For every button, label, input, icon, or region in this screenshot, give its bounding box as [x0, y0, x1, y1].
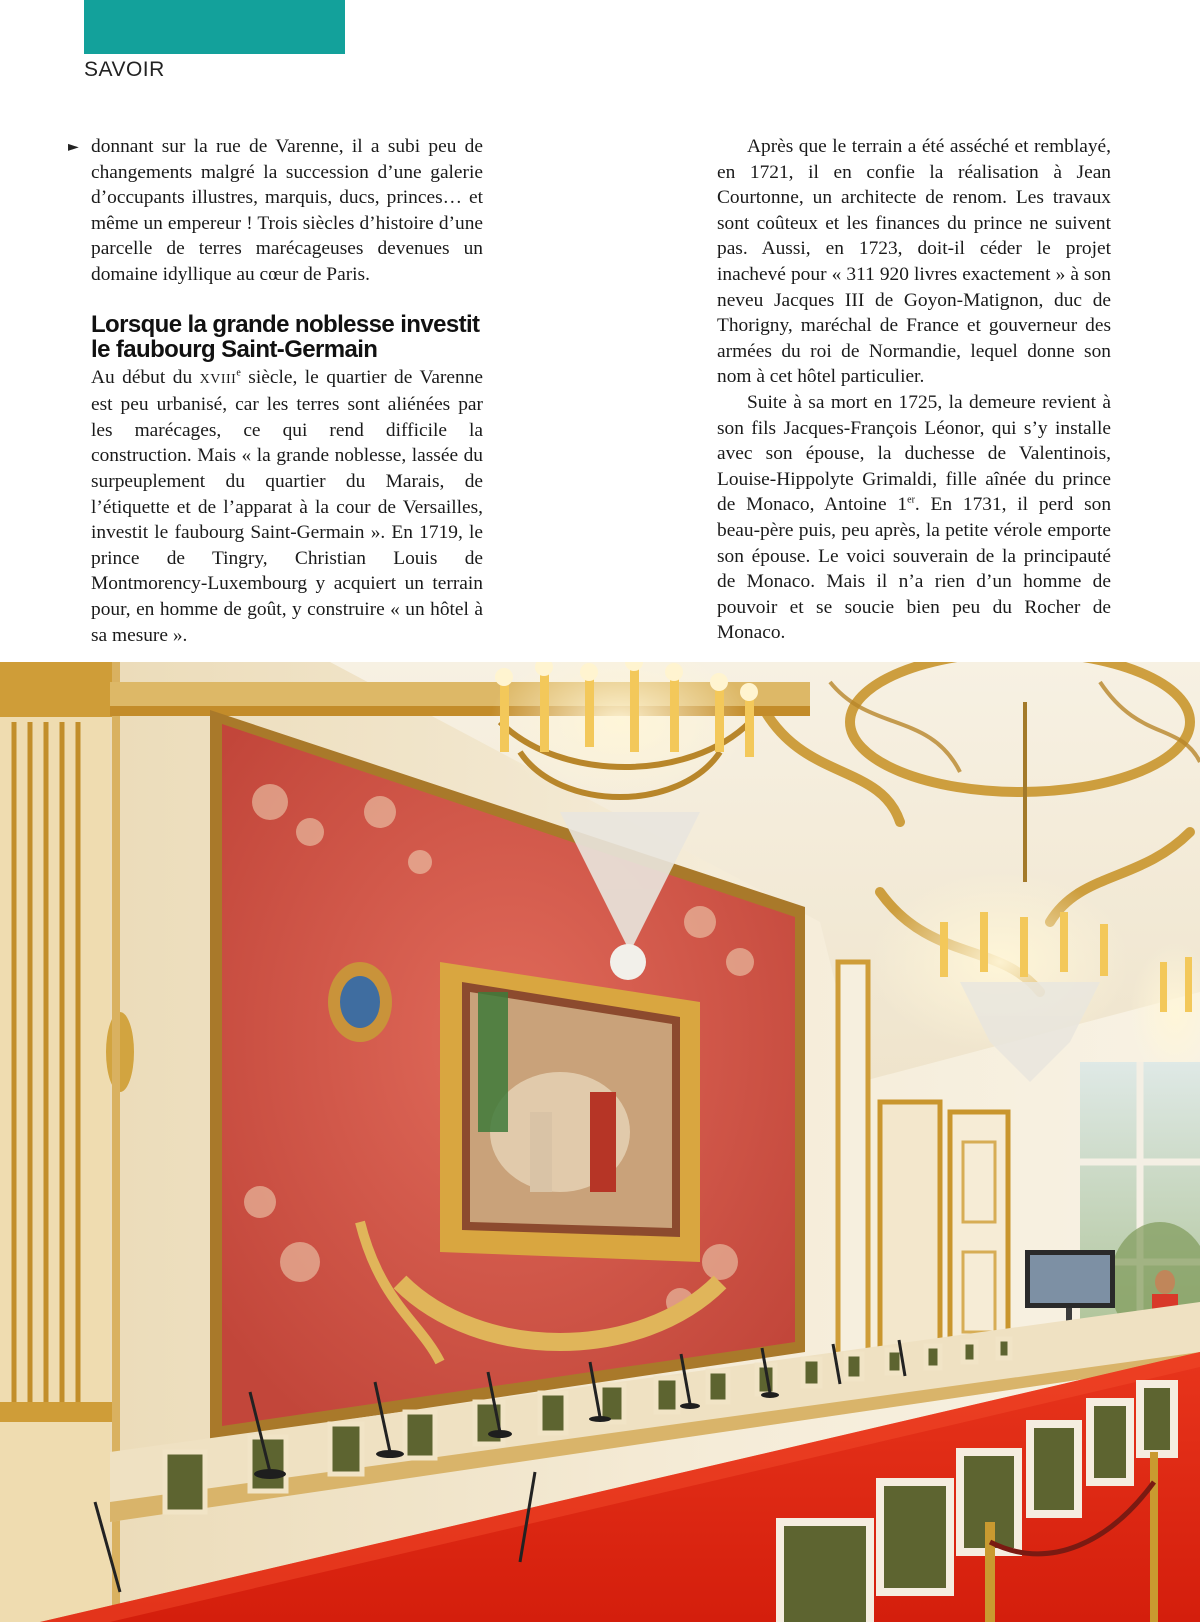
century-numeral: XVIII — [199, 371, 237, 387]
intro-paragraph: donnant sur la rue de Varenne, il a subi peu de changements malgré la succession d’une galerie d’occupants illustres, marquis, ducs, princes… et même un empereur ! Trois siècles d’histoire d’une parcelle de terres marécageuses devenues un domaine idyllique au cœur de Paris. — [91, 136, 483, 285]
right-paragraph-2: Suite à sa mort en 1725, la demeure revient à son fils Jacques-François Léonor, qui s’y installe avec son épouse, la duchesse de Valentinois, Louise-Hippolyte Grimaldi, fille aînée du prince de Monaco, Antoine 1er. En 1731, il perd son beau-père puis, peu après, la petite vérole emporte son épouse. Le voici souverain de la principauté de Monaco. Mais il n’a rien d’un homme de pouvoir et se soucie bien peu du Rocher de Monaco. — [717, 391, 1112, 644]
right-column — [717, 134, 1111, 646]
continuation-arrow-icon: ► — [68, 139, 79, 155]
subheading: Lorsque la grande noblesse investit le faubourg Saint-Germain — [91, 310, 480, 363]
salon-photograph — [0, 662, 1200, 1622]
section-label: SAVOIR — [84, 58, 165, 81]
left-column — [91, 134, 483, 648]
body-paragraph: Au début du XVIIIe siècle, le quartier de Varenne est peu urbanisé, car les terres sont aliénées par les marécages, ce qui rend difficile la construction. Mais « la grande noblesse, lassée du surpeuplement du quartier du Marais, de l’étiquette et de l’apparat à la cour de Versailles, investit le faubourg Saint-Germain ». En 1719, le prince de Tingry, Christian Louis de Montmorency-Luxembourg y acquiert un terrain pour, en homme de goût, y construire « un hôtel à sa mesure ». — [91, 366, 483, 646]
right-paragraph-1: Après que le terrain a été asséché et remblayé, en 1721, il en confie la réalisation à Jean Courtonne, un architecte de renom. Les travaux sont coûteux et les finances du prince ne suivent pas. Aussi, en 1723, doit-il céder le projet inachevé pour « 311 920 livres exactement » à son neveu Jacques III de Goyon-Matignon, duc de Thorigny, maréchal de France et gouverneur des armées du roi de Normandie, lequel donne son nom à cet hôtel particulier. — [717, 136, 1111, 388]
section-color-bar — [84, 0, 345, 54]
